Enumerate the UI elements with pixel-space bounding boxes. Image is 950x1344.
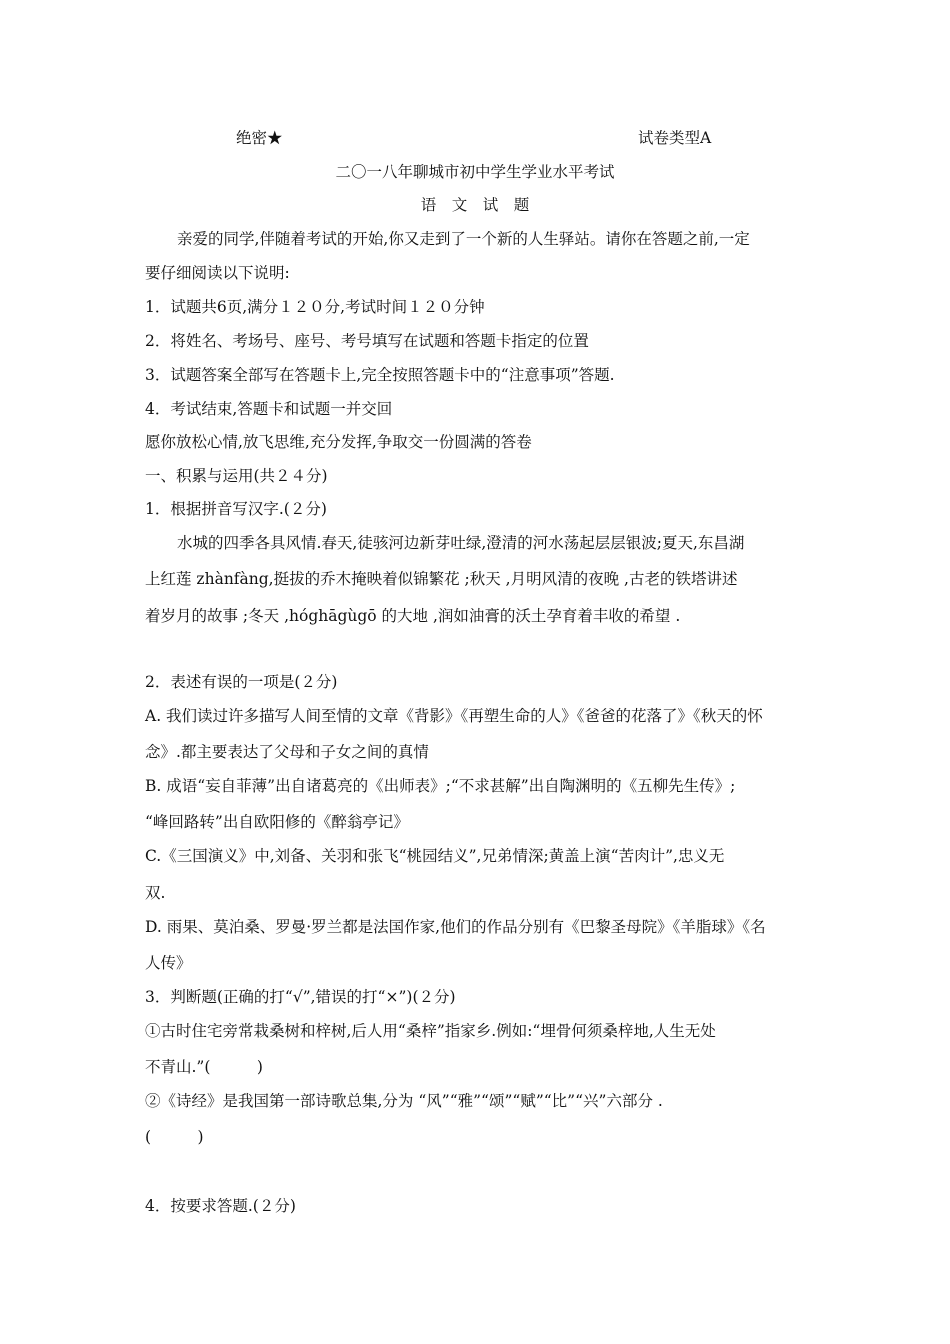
wish-line: 愿你放松心情,放飞思维,充分发挥,争取交一份圆满的答卷 bbox=[145, 433, 532, 451]
question-3-item-2-line-2: ( ) bbox=[145, 1128, 204, 1146]
question-1-line-1: 水城的四季各具风情.春天,徒骇河边新芽吐绿,澄清的河水荡起层层银波;夏天,东昌湖 bbox=[177, 534, 745, 552]
question-1-line-2: 上红莲 zhànfàng,挺拔的乔木掩映着似锦繁花 ;秋天 ,月明风清的夜晚 ,古老的铁塔讲述 bbox=[145, 570, 738, 588]
question-2-option-b-1: B. 成语“妄自菲薄”出自诸葛亮的《出师表》;“不求甚解”出自陶渊明的《五柳先生传》; bbox=[145, 777, 736, 795]
instruction-4: 4．考试结束,答题卡和试题一并交回 bbox=[145, 400, 393, 418]
question-2-option-a-2: 念》.都主要表达了父母和子女之间的真情 bbox=[145, 743, 429, 761]
question-2-option-a-1: A. 我们读过许多描写人间至情的文章《背影》《再塑生命的人》《爸爸的花落了》《秋天的怀 bbox=[145, 707, 763, 725]
question-3-item-1-line-1: ①古时住宅旁常栽桑树和梓树,后人用“桑梓”指家乡.例如:“埋骨何须桑梓地,人生无处 bbox=[145, 1022, 716, 1040]
question-3-item-1-line-2: 不青山.”( ) bbox=[145, 1058, 263, 1076]
question-2-option-b-2: “峰回路转”出自欧阳修的《醉翁亭记》 bbox=[145, 813, 409, 831]
question-2-option-d-1: D. 雨果、莫泊桑、罗曼·罗兰都是法国作家,他们的作品分别有《巴黎圣母院》《羊脂球》《名 bbox=[145, 918, 766, 936]
question-3-title: 3．判断题(正确的打“√”,错误的打“×”)(２分) bbox=[145, 988, 456, 1006]
subject-title: 语 文 试 题 bbox=[420, 196, 530, 214]
exam-title: 二〇一八年聊城市初中学生学业水平考试 bbox=[335, 163, 615, 181]
instruction-1: 1．试题共6页,满分１２０分,考试时间１２０分钟 bbox=[145, 298, 485, 316]
question-2-title: 2．表述有误的一项是(２分) bbox=[145, 673, 338, 691]
section-1-title: 一、积累与运用(共２４分) bbox=[145, 467, 328, 485]
question-1-title: 1．根据拼音写汉字.(２分) bbox=[145, 500, 327, 518]
question-2-option-c-1: C.《三国演义》中,刘备、关羽和张飞“桃园结义”,兄弟情深;黄盖上演“苦肉计”,忠义无 bbox=[145, 847, 725, 865]
question-2-option-c-2: 双. bbox=[145, 884, 166, 902]
instruction-3: 3．试题答案全部写在答题卡上,完全按照答题卡中的“注意事项”答题. bbox=[145, 366, 615, 384]
instruction-2: 2．将姓名、考场号、座号、考号填写在试题和答题卡指定的位置 bbox=[145, 332, 589, 350]
question-3-item-2-line-1: ②《诗经》是我国第一部诗歌总集,分为 “风”“雅”“颂”“赋”“比”“兴”六部分 . bbox=[145, 1092, 663, 1110]
question-4-title: 4．按要求答题.(２分) bbox=[145, 1197, 296, 1215]
intro-line-1: 亲爱的同学,伴随着考试的开始,你又走到了一个新的人生驿站。请你在答题之前,一定 bbox=[177, 230, 750, 248]
question-2-option-d-2: 人传》 bbox=[145, 954, 192, 972]
secret-mark: 绝密★ bbox=[236, 129, 283, 147]
intro-line-2: 要仔细阅读以下说明: bbox=[145, 264, 290, 282]
question-1-line-3: 着岁月的故事 ;冬天 ,hóghāgùgō 的大地 ,润如油膏的沃土孕育着丰收的希望 . bbox=[145, 607, 681, 625]
paper-type: 试卷类型A bbox=[638, 129, 712, 147]
